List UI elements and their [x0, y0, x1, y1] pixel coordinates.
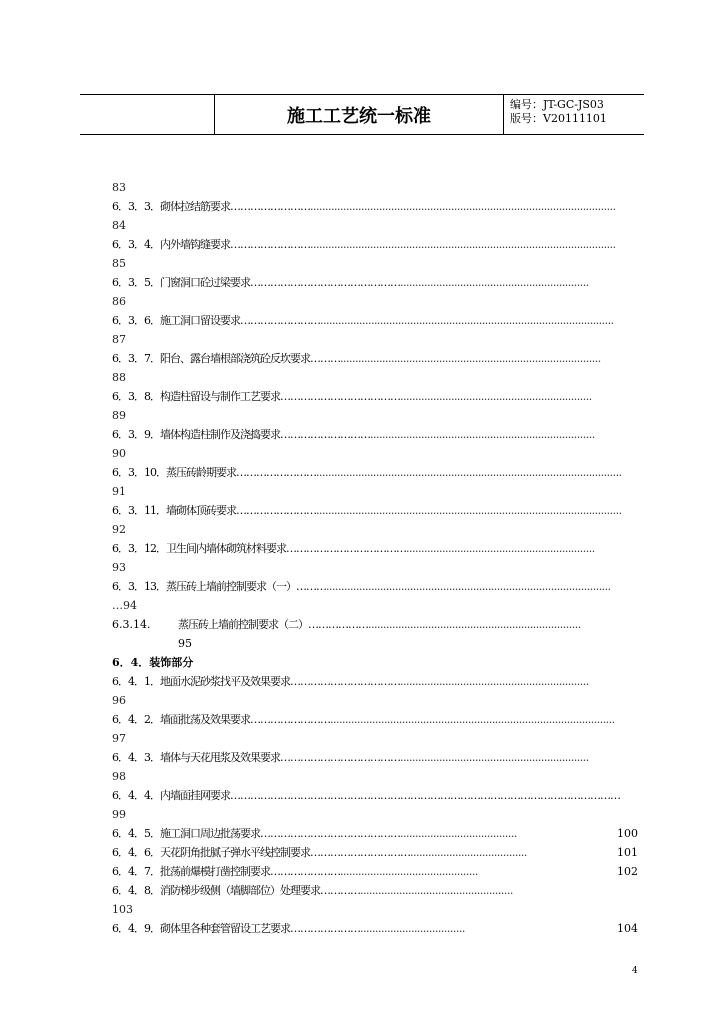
toc-entry[interactable]: [112, 824, 638, 843]
toc-leader-dots: ......................................................................................................: [316, 504, 622, 517]
toc-leader-dots: ......................................................................................................: [310, 200, 616, 213]
toc-page-ref: 96: [112, 694, 126, 707]
toc-page-ref: 97: [112, 732, 126, 745]
toc-entry[interactable]: [112, 311, 638, 330]
toc-page-ref: 83: [112, 181, 126, 194]
toc-leader-dots: ...............................................................................................: [330, 713, 615, 726]
toc-leader-dots: .......................................: [410, 846, 527, 859]
toc-leader-dots: ......................................................................................................: [310, 238, 616, 251]
toc-page-ref: 84: [112, 219, 126, 232]
toc-entry[interactable]: [112, 197, 638, 216]
toc-entry-label: 6．3．6．施工洞口留设要求……………………: [112, 314, 320, 327]
toc-page-ref: 93: [112, 561, 126, 574]
toc-entry-label: 6．4．5．施工洞口周边批荡要求……………………………………: [112, 827, 400, 840]
toc-entry[interactable]: [112, 577, 638, 596]
toc-entry[interactable]: [112, 235, 638, 254]
document-code: 编号：JT-GC-JS03: [510, 98, 604, 111]
toc-entry-label: 6．4．6．天花阴角批腻子弹水平线控制要求…………………………: [112, 846, 410, 859]
toc-entry-label: 6．3．8．构造柱留设与制作工艺要求………………………………: [112, 390, 400, 403]
toc-entry[interactable]: [112, 501, 638, 520]
toc-leader-dots: .......................................................................: [368, 618, 581, 631]
toc-entry-index: 6.3.14.: [112, 618, 151, 631]
toc-page-ref: 99: [112, 808, 126, 821]
toc-leader-dots: .......................................................................................: [340, 352, 601, 365]
document-header: [80, 94, 644, 135]
toc-entry[interactable]: [112, 710, 638, 729]
toc-entry-label: 6．3．5．门窗洞口砼过梁要求………………………………………: [112, 276, 400, 289]
toc-leader-dots: ................................................................: [400, 390, 592, 403]
header-logo-cell: [80, 95, 215, 134]
toc-leader-dots: ...............................................................: [400, 675, 589, 688]
toc-entry-label: 6．4．4．内墙面挂网要求………………………………………………………………………………………………………: [112, 789, 620, 802]
toc-entry-label: 6．4．1．地面水泥砂浆找平及效果要求……………………………: [112, 675, 400, 688]
toc-page-ref: 95: [178, 637, 192, 650]
toc-leader-dots: ...................................: [360, 922, 465, 935]
toc-entry[interactable]: [112, 862, 638, 881]
toc-leader-dots: ...............................................................: [400, 276, 589, 289]
toc-entry-label: 6．3．10．蒸压砖龄期要求……………………: [112, 466, 316, 479]
toc-entry[interactable]: [112, 786, 638, 805]
toc-page-ref: 88: [112, 371, 126, 384]
toc-leader-dots: ......................................................................................................: [316, 466, 622, 479]
toc-entry-label: 6．3．12．卫生间内墙体砌筑材料要求………………………………: [112, 542, 406, 555]
toc-entry-label: 6．4．2．墙面批荡及效果要求……………………: [112, 713, 330, 726]
toc-entry-page: 104: [616, 919, 638, 938]
toc-page-ref: 85: [112, 257, 126, 270]
toc-entry[interactable]: [112, 463, 638, 482]
toc-entry-label: 6．3．4．内外墙钩缝要求……………………: [112, 238, 310, 251]
document-title: 施工工艺统一标准: [215, 95, 504, 134]
toc-leader-dots: ...............................................................................................: [326, 580, 611, 593]
toc-entry[interactable]: [112, 539, 638, 558]
toc-page-ref: 86: [112, 295, 126, 308]
toc-entry-label: 6．3．3．砌体拉结筋要求……………………: [112, 200, 310, 213]
toc-leader-dots: ...................................................: [360, 884, 513, 897]
toc-page-ref: 89: [112, 409, 126, 422]
toc-entry[interactable]: [112, 349, 638, 368]
toc-entry[interactable]: [112, 387, 638, 406]
toc-page-ref: 92: [112, 523, 126, 536]
toc-page-ref: 90: [112, 447, 126, 460]
toc-entry-label: 6．3．13．蒸压砖上墙前控制要求（一）………: [112, 580, 326, 593]
table-of-contents: [112, 178, 638, 938]
toc-entry-label: 蒸压砖上墙前控制要求（二）………………: [178, 618, 368, 631]
toc-leader-dots: .......................................: [400, 827, 517, 840]
toc-entry[interactable]: [112, 881, 638, 900]
toc-entry[interactable]: [112, 425, 638, 444]
toc-leader-dots: ..............................................: [340, 865, 478, 878]
toc-entry-label: 6．4．3．墙体与天花甩浆及效果要求………………………………: [112, 751, 400, 764]
toc-section-heading: 6．4．装饰部分: [112, 656, 194, 669]
toc-entry[interactable]: [112, 748, 638, 767]
document-code-block: [510, 98, 607, 126]
toc-leader-dots: ..................................................................................................: [320, 314, 614, 327]
toc-entry[interactable]: [112, 919, 638, 938]
toc-entry[interactable]: [112, 672, 638, 691]
toc-leader-dots: ...........................................................................: [370, 428, 595, 441]
toc-entry[interactable]: [112, 615, 638, 634]
toc-page-ref: 98: [112, 770, 126, 783]
toc-page-ref: 91: [112, 485, 126, 498]
document-version: 版号：V20111101: [510, 112, 607, 125]
toc-entry-label: 6．3．11．墙砌体顶砖要求……………………: [112, 504, 316, 517]
toc-entry-page: 100: [616, 824, 638, 843]
toc-entry-label: 6．3．7．阳台、露台墙根部浇筑砼反坎要求………: [112, 352, 340, 365]
toc-page-ref: …94: [112, 599, 137, 612]
toc-page-ref: 103: [112, 903, 133, 916]
toc-entry-label: 6．3．9．墙体构造柱制作及浇捣要求………………………: [112, 428, 370, 441]
toc-page-ref: 87: [112, 333, 126, 346]
toc-entry-page: 102: [616, 862, 638, 881]
toc-entry[interactable]: [112, 273, 638, 292]
toc-entry-label: 6．4．7．批荡前爆模打凿控制要求…………………: [112, 865, 340, 878]
toc-leader-dots: ...............................................................: [406, 542, 595, 555]
toc-leader-dots: ...............................................................: [400, 751, 589, 764]
toc-entry[interactable]: [112, 843, 638, 862]
page-number: 4: [632, 966, 638, 976]
toc-entry-label: 6．4．8．消防梯步级侧（墙脚部位）处理要求…………: [112, 884, 360, 897]
toc-entry-page: 101: [616, 843, 638, 862]
toc-entry-label: 6．4．9．砌体里各种套管留设工艺要求…………………: [112, 922, 360, 935]
